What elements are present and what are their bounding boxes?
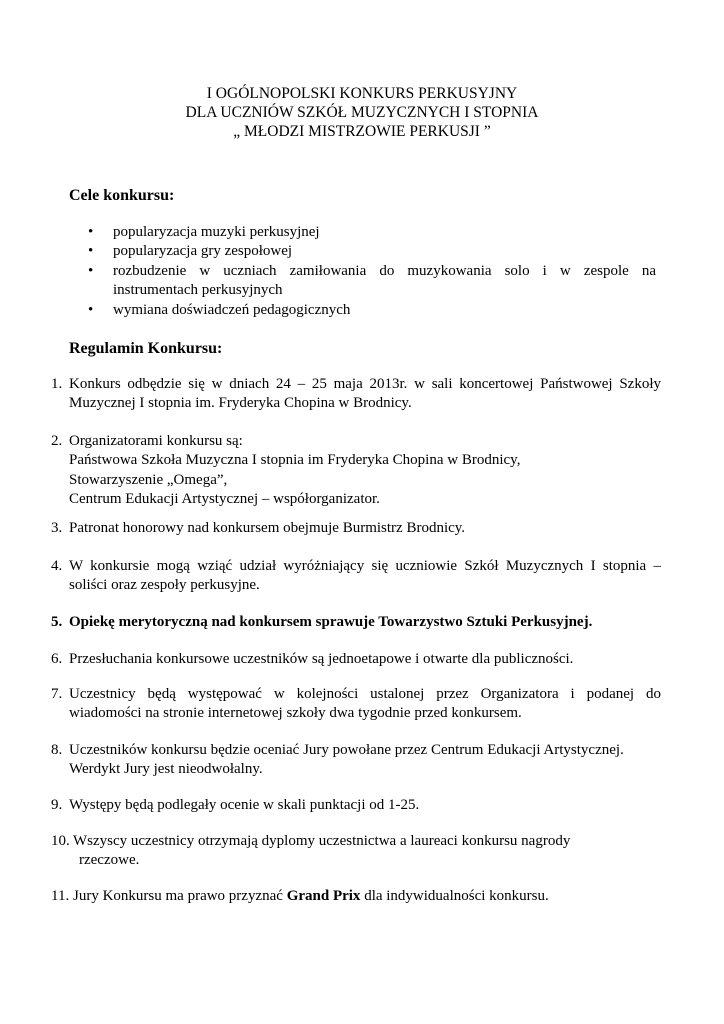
goals-heading: Cele konkursu: [69,187,175,204]
rule-line: Wszyscy uczestnicy otrzymają dyplomy uczestnictwa a laureaci konkursu nagrody [73,833,571,849]
rule-line: rzeczowe. [79,852,140,869]
rule-line: Konkurs odbędzie się w dniach 24 – 25 maja 2013r. w sali koncertowej Państwowej Szkoły [69,376,661,392]
rule-line: Patronat honorowy nad konkursem obejmuje Burmistrz Brodnicy. [69,520,466,536]
rule-line: Uczestników konkursu będzie oceniać Jury powołane przez Centrum Edukacji Artystycznej. [69,742,624,758]
rule-text-before: Jury Konkursu ma prawo przyznać [73,888,287,904]
rule-number: 6. [51,651,63,667]
document-title [0,84,724,141]
goal-item [88,301,656,320]
rule-line: Przesłuchania konkursowe uczestników są jednoetapowe i otwarte dla publiczności. [69,651,574,667]
rule-number: 8. [51,742,63,758]
rule-item-5 [51,613,661,632]
goal-item [88,223,656,242]
goal-item [88,242,656,261]
rule-number: 5. [51,614,63,630]
rule-number: 10. [51,833,70,849]
rule-line: Państwowa Szkoła Muzyczna I stopnia im Fryderyka Chopina w Brodnicy, [69,452,521,469]
goal-item [88,262,656,301]
rule-line: Stowarzyszenie „Omega”, [69,471,228,488]
rule-number: 11. [51,888,70,904]
rule-text-after: dla indywidualności konkursu. [360,888,549,904]
goal-text-continued: instrumentach perkusyjnych [113,282,283,299]
rule-line [73,887,661,906]
rule-number: 3. [51,520,63,536]
rule-number: 2. [51,433,63,449]
rule-line: Organizatorami konkursu są: [69,433,243,449]
rule-item-8 [51,741,661,780]
goal-text: rozbudzenie w uczniach zamiłowania do muzykowania solo i w zespole na [113,262,656,279]
goals-list [88,223,656,320]
rules-heading: Regulamin Konkursu: [69,340,223,357]
goal-text: wymiana doświadczeń pedagogicznych [113,301,351,318]
title-line-1: I OGÓLNOPOLSKI KONKURS PERKUSYJNY [206,85,518,102]
rule-item-9 [51,796,661,815]
rule-number: 1. [51,376,63,392]
rule-item-3 [51,519,661,538]
rule-item-10 [51,832,661,871]
goal-text: popularyzacja muzyki perkusyjnej [113,224,320,240]
title-line-2: DLA UCZNIÓW SZKÓŁ MUZYCZNYCH I STOPNIA [185,104,539,121]
rule-item-2 [51,432,661,510]
rule-line: Uczestnicy będą występować w kolejności ustalonej przez Organizatora i podanej do [69,686,661,702]
bullet-icon: • [88,243,94,260]
rule-line: Występy będą podlegały ocenie w skali punktacji od 1-25. [69,797,420,813]
rule-line: wiadomości na stronie internetowej szkoły dwa tygodnie przed konkursem. [69,705,522,722]
goal-text: popularyzacja gry zespołowej [113,243,293,260]
rule-item-11 [51,887,661,906]
rule-item-6 [51,650,661,669]
rule-line: W konkursie mogą wziąć udział wyróżniający się uczniowie Szkół Muzycznych I stopnia – [69,558,661,574]
rule-item-4 [51,557,661,596]
rule-line: Centrum Edukacji Artystycznej – współorganizator. [69,491,380,508]
title-line-3: „ MŁODZI MISTRZOWIE PERKUSJI ” [233,123,491,140]
rule-line: soliści oraz zespoły perkusyjne. [69,577,260,594]
rule-item-7 [51,685,661,724]
bullet-icon: • [88,262,94,279]
bullet-icon: • [88,301,94,318]
rule-number: 7. [51,686,63,702]
rule-line: Opiekę merytoryczną nad konkursem sprawuje Towarzystwo Sztuki Perkusyjnej. [69,614,593,630]
rule-number: 9. [51,797,63,813]
grand-prix-label: Grand Prix [286,888,361,904]
rule-line: Werdykt Jury jest nieodwołalny. [69,761,263,778]
bullet-icon: • [88,224,94,240]
rule-number: 4. [51,558,63,574]
rule-item-1 [51,375,661,414]
rule-line: Muzycznej I stopnia im. Fryderyka Chopina w Brodnicy. [69,395,412,412]
